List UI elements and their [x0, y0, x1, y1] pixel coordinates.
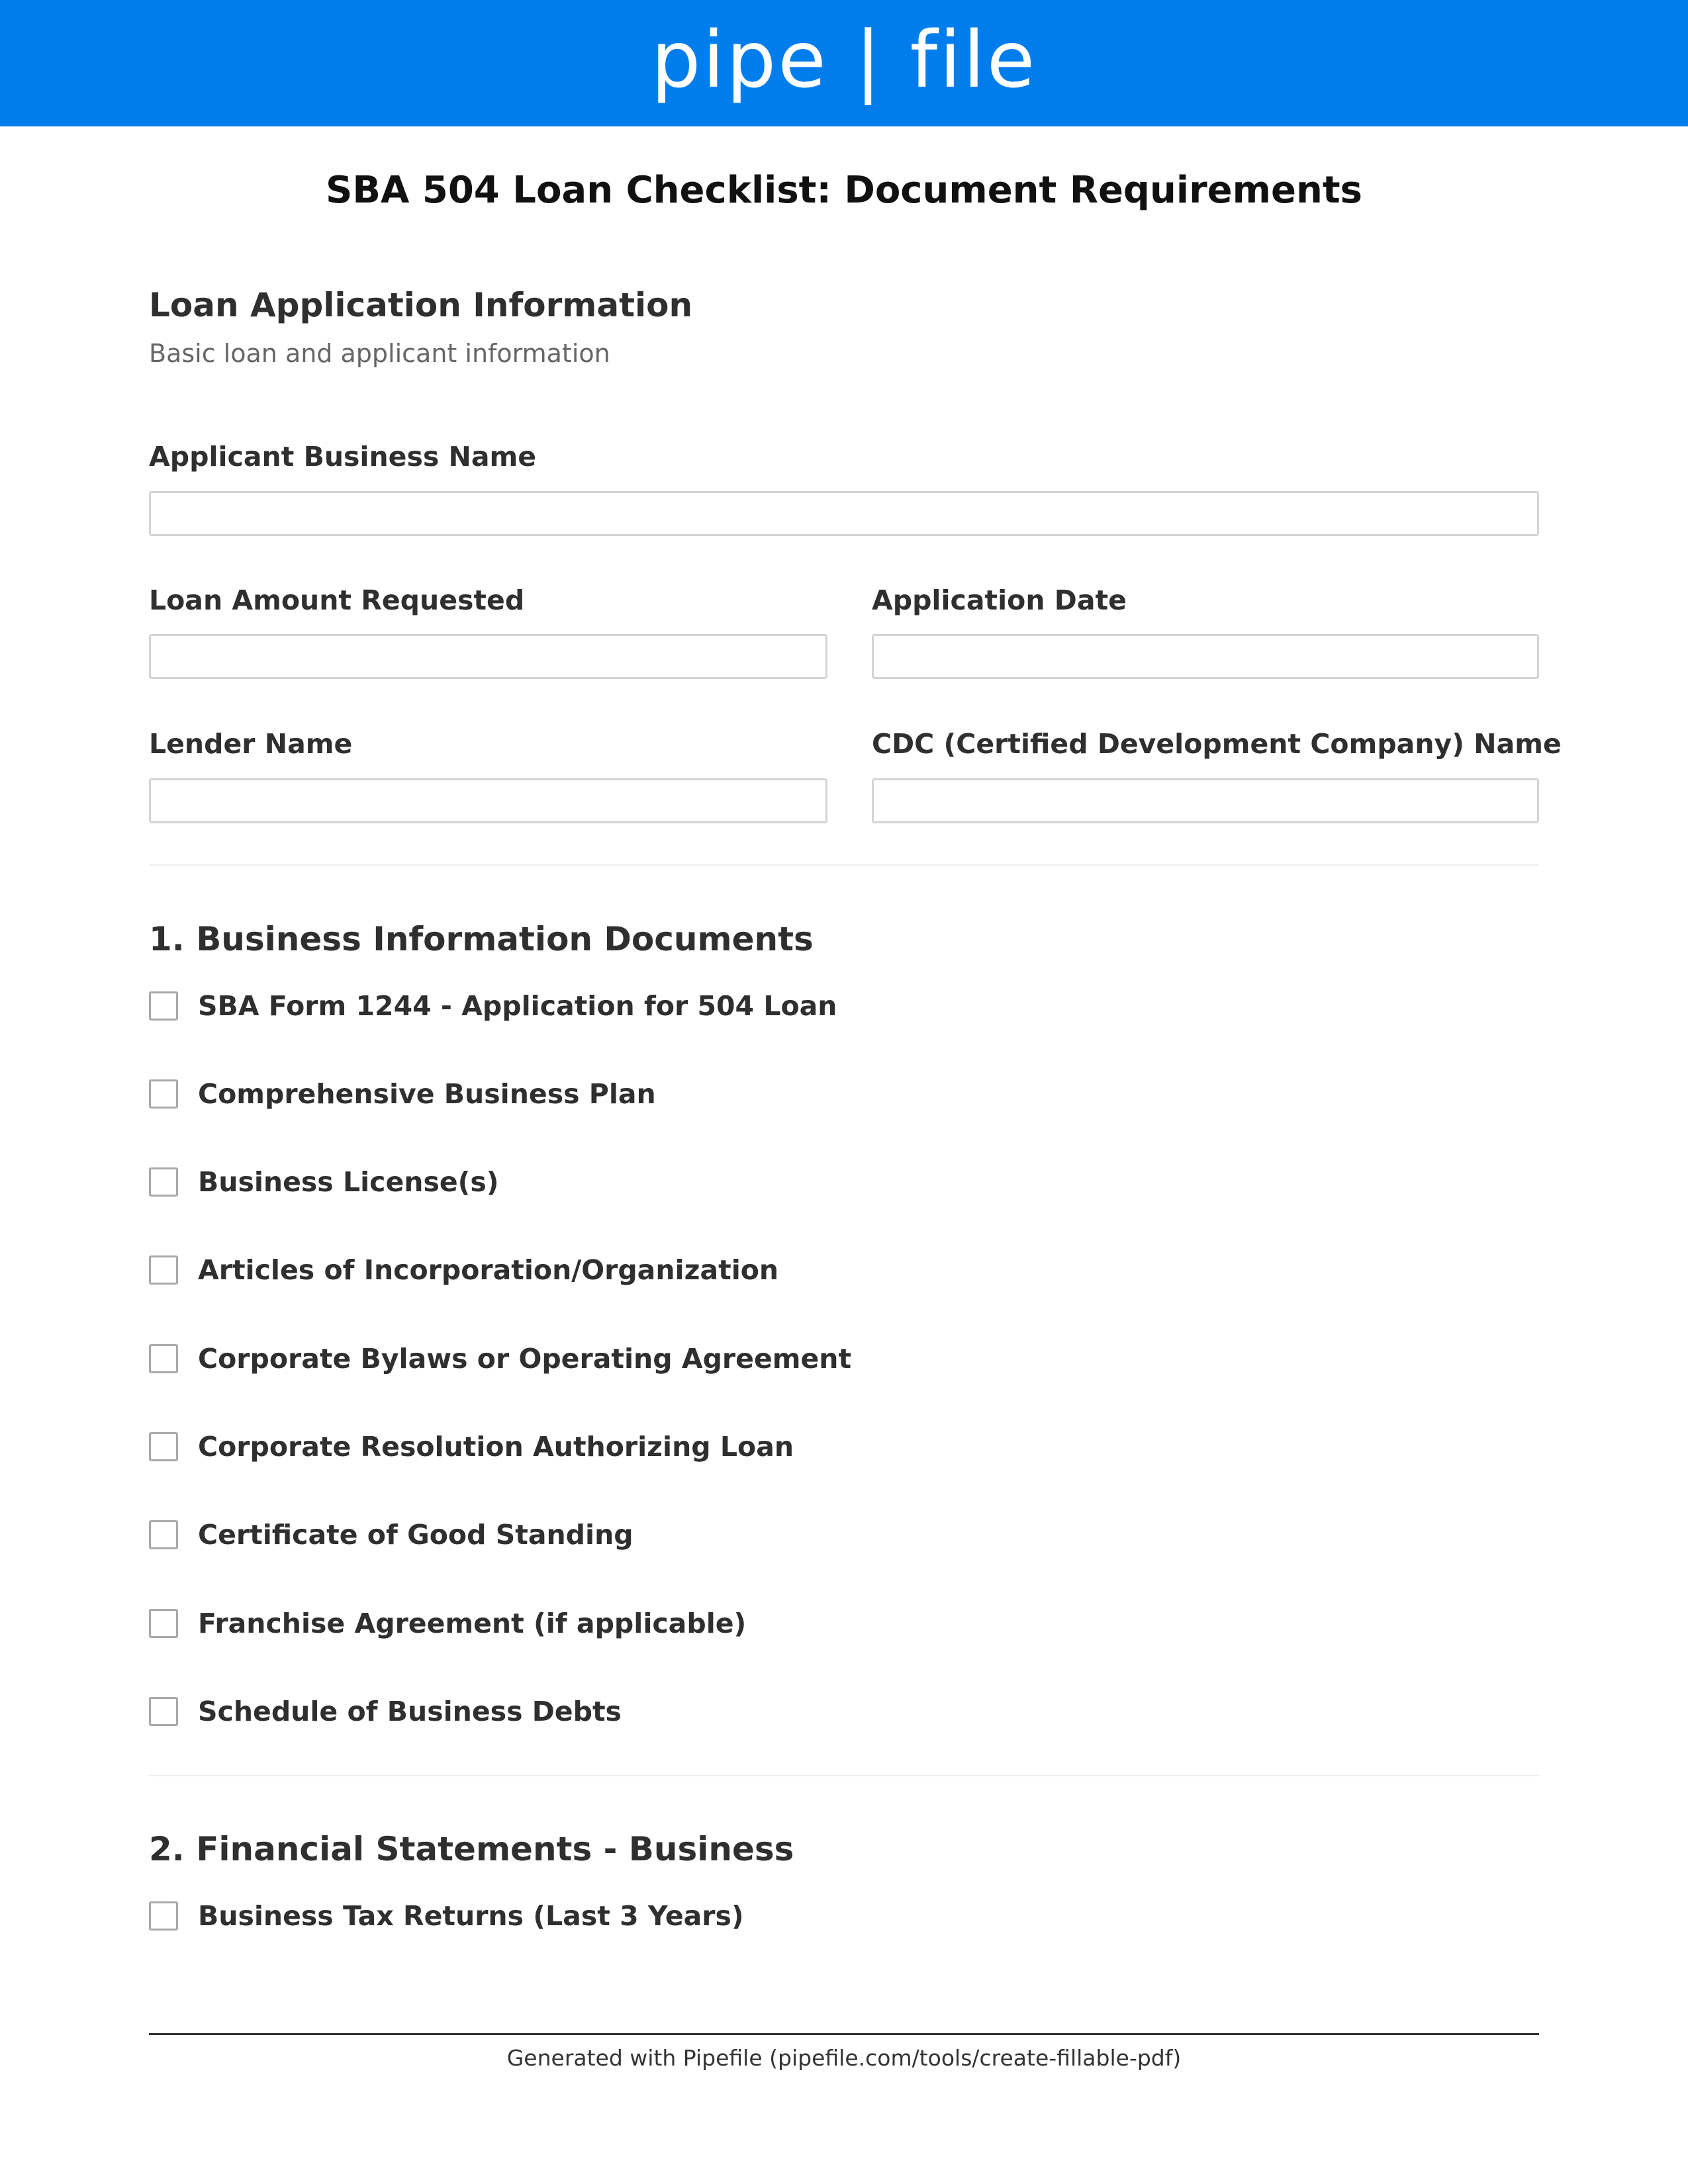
lender-name-label: Lender Name: [149, 728, 353, 760]
checklist-item[interactable]: [149, 1518, 633, 1551]
checkbox[interactable]: [149, 1167, 178, 1197]
business-name-input[interactable]: [149, 491, 1539, 536]
checklist-item[interactable]: [149, 1165, 499, 1199]
cdc-name-label: CDC (Certified Development Company) Name: [872, 728, 1562, 760]
footer-rule: [149, 2033, 1539, 2035]
application-date-input[interactable]: [872, 634, 1539, 679]
checklist-item-label: Certificate of Good Standing: [198, 1519, 633, 1551]
business-name-label: Applicant Business Name: [149, 441, 537, 473]
loan-amount-input[interactable]: [149, 634, 827, 679]
document-title: SBA 504 Loan Checklist: Document Requirements: [326, 169, 1362, 212]
section-divider: [149, 1775, 1539, 1776]
checklist-item[interactable]: [149, 1430, 794, 1463]
loan-amount-label: Loan Amount Requested: [149, 584, 525, 616]
checklist-item-label: Corporate Bylaws or Operating Agreement: [198, 1343, 852, 1375]
checklist-item-label: Comprehensive Business Plan: [198, 1078, 656, 1110]
checklist-item-label: Business Tax Returns (Last 3 Years): [198, 1900, 744, 1932]
section-divider: [149, 864, 1539, 866]
checklist-item-label: Articles of Incorporation/Organization: [198, 1254, 779, 1286]
checklist-item[interactable]: [149, 1899, 744, 1933]
checklist-item-label: Schedule of Business Debts: [198, 1696, 622, 1727]
checklist-item[interactable]: [149, 1253, 778, 1287]
checkbox[interactable]: [149, 1432, 178, 1461]
checklist-item[interactable]: [149, 1077, 656, 1111]
loan-application-subtitle: Basic loan and applicant information: [149, 339, 610, 368]
checkbox[interactable]: [149, 1255, 178, 1285]
checklist-item[interactable]: [149, 1342, 851, 1375]
checklist-item-label: Corporate Resolution Authorizing Loan: [198, 1431, 794, 1463]
cdc-name-input[interactable]: [872, 778, 1539, 823]
checkbox[interactable]: [149, 991, 178, 1021]
business-info-title: 1. Business Information Documents: [149, 920, 814, 958]
checkbox[interactable]: [149, 1697, 178, 1726]
application-date-label: Application Date: [872, 584, 1127, 616]
lender-name-input[interactable]: [149, 778, 827, 823]
checkbox[interactable]: [149, 1344, 178, 1373]
header-bar: [0, 0, 1688, 126]
financial-statements-title: 2. Financial Statements - Business: [149, 1830, 794, 1868]
loan-application-title: Loan Application Information: [149, 286, 693, 324]
checkbox[interactable]: [149, 1520, 178, 1549]
checklist-item[interactable]: [149, 1607, 746, 1640]
checkbox[interactable]: [149, 1609, 178, 1638]
checklist-item[interactable]: [149, 989, 837, 1023]
checkbox[interactable]: [149, 1901, 178, 1931]
checklist-item[interactable]: [149, 1695, 622, 1728]
checklist-item-label: SBA Form 1244 - Application for 504 Loan: [198, 990, 837, 1022]
checkbox[interactable]: [149, 1079, 178, 1109]
checklist-item-label: Franchise Agreement (if applicable): [198, 1608, 747, 1639]
checklist-item-label: Business License(s): [198, 1166, 499, 1198]
brand-logo: pipe | file: [651, 13, 1037, 105]
footer-text: Generated with Pipefile (pipefile.com/tools/create-fillable-pdf): [506, 2045, 1182, 2071]
